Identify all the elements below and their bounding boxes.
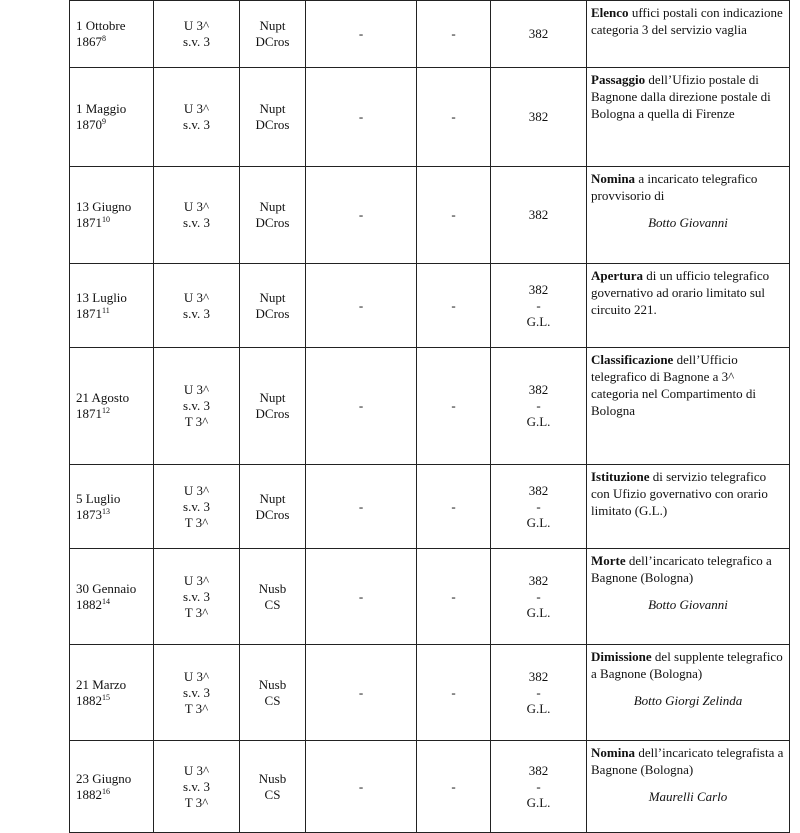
- class-cell: [154, 645, 240, 741]
- empty-value-cell: -: [417, 741, 491, 833]
- table-row: [70, 68, 790, 167]
- date-year: 1870: [76, 117, 102, 132]
- description-keyword: Morte: [591, 553, 626, 568]
- description-cell: [587, 645, 790, 741]
- type-line: DCros: [255, 305, 290, 321]
- date-day-month: 1 Maggio: [76, 101, 127, 116]
- description-keyword: Elenco: [591, 5, 629, 20]
- code-line: G.L.: [526, 700, 551, 716]
- footnote-marker: 16: [102, 786, 110, 796]
- date-day-month: 13 Luglio: [76, 289, 127, 305]
- code-line: -: [536, 398, 541, 413]
- description-cell: [587, 1, 790, 68]
- type-line: Nusb: [258, 580, 287, 596]
- description-text: di servizio telegrafico con Ufizio governativo con orario limitato (G.L.): [591, 469, 768, 518]
- date-year-line: [76, 406, 153, 422]
- description-cell: [587, 741, 790, 833]
- table-row: [70, 1, 790, 68]
- table-row: [70, 264, 790, 348]
- empty-value-cell: -: [306, 68, 417, 167]
- type-cell: [240, 549, 306, 645]
- description-keyword: Classificazione: [591, 352, 674, 367]
- type-line: Nupt: [259, 289, 286, 305]
- code-line: -: [536, 778, 541, 794]
- class-line: s.v. 3: [183, 215, 210, 230]
- code-cell: [491, 167, 587, 264]
- date-year-line: [76, 787, 153, 803]
- class-line: U 3^: [183, 18, 210, 33]
- date-day-month: 5 Luglio: [76, 490, 121, 506]
- class-line: s.v. 3: [183, 305, 210, 321]
- code-line: -: [536, 684, 541, 700]
- code-line: G.L.: [526, 794, 551, 810]
- class-cell: [154, 167, 240, 264]
- description-keyword: Dimissione: [591, 649, 652, 664]
- type-line: CS: [264, 596, 281, 612]
- table-row: [70, 465, 790, 549]
- class-line: s.v. 3: [183, 684, 210, 700]
- class-line: T 3^: [184, 700, 209, 716]
- chronology-table: [69, 0, 790, 833]
- code-line: 382: [528, 668, 549, 684]
- empty-value-cell: -: [306, 264, 417, 348]
- footnote-marker: 15: [102, 692, 110, 702]
- class-line: U 3^: [183, 762, 210, 778]
- type-line: Nupt: [259, 18, 286, 33]
- empty-value-cell: -: [417, 465, 491, 549]
- code-cell: [491, 348, 587, 465]
- footnote-marker: 9: [102, 117, 106, 126]
- empty-value-cell: -: [417, 264, 491, 348]
- empty-value-cell: -: [417, 1, 491, 68]
- person-name: Botto Giovanni: [648, 597, 728, 612]
- class-cell: [154, 264, 240, 348]
- class-line: s.v. 3: [183, 588, 210, 604]
- type-cell: [240, 645, 306, 741]
- class-line: T 3^: [184, 514, 209, 530]
- description-text: dell’incaricato telegrafista a Bagnone (Bologna): [591, 745, 784, 777]
- class-line: U 3^: [183, 382, 210, 397]
- person-name: Maurelli Carlo: [648, 789, 728, 804]
- type-cell: [240, 167, 306, 264]
- code-line: -: [536, 498, 541, 514]
- empty-value-cell: -: [417, 167, 491, 264]
- code-line: 382: [528, 482, 549, 498]
- type-line: DCros: [255, 406, 290, 421]
- footnote-marker: 12: [102, 406, 110, 415]
- date-cell: [70, 741, 154, 833]
- description-keyword: Nomina: [591, 745, 636, 760]
- type-cell: [240, 741, 306, 833]
- date-year-line: [76, 215, 153, 231]
- date-year: 1871: [76, 406, 102, 421]
- empty-value-cell: -: [417, 348, 491, 465]
- description-text: di un ufficio telegrafico governativo ad orario limitato sul circuito 221.: [591, 268, 770, 317]
- date-year-line: [76, 693, 153, 709]
- description-text: dell’incaricato telegrafico a Bagnone (Bologna): [591, 553, 772, 585]
- empty-value-cell: -: [306, 645, 417, 741]
- empty-value-cell: -: [306, 167, 417, 264]
- description-keyword: Apertura: [591, 268, 643, 283]
- type-cell: [240, 348, 306, 465]
- description-cell: [587, 167, 790, 264]
- empty-value-cell: -: [306, 348, 417, 465]
- type-cell: [240, 264, 306, 348]
- footnote-marker: 14: [102, 596, 110, 606]
- class-line: s.v. 3: [183, 117, 210, 132]
- class-cell: [154, 549, 240, 645]
- person-name: Botto Giovanni: [648, 215, 728, 230]
- table-row: [70, 741, 790, 833]
- description-keyword: Nomina: [591, 171, 636, 186]
- person-name: Botto Giorgi Zelinda: [633, 693, 743, 708]
- date-year-line: [76, 597, 153, 613]
- code-cell: [491, 68, 587, 167]
- type-line: DCros: [255, 34, 290, 49]
- table-row: [70, 549, 790, 645]
- description-cell: [587, 465, 790, 549]
- code-line: -: [536, 588, 541, 604]
- empty-value-cell: -: [417, 645, 491, 741]
- date-year: 1871: [76, 305, 102, 321]
- type-line: Nusb: [258, 770, 287, 786]
- type-cell: [240, 465, 306, 549]
- date-day-month: 1 Ottobre: [76, 18, 126, 33]
- type-line: Nusb: [258, 676, 287, 692]
- class-line: U 3^: [183, 289, 210, 305]
- code-cell: [491, 549, 587, 645]
- class-line: U 3^: [183, 572, 210, 588]
- code-line: 382: [528, 762, 549, 778]
- code-line: G.L.: [526, 604, 551, 620]
- code-line: -: [536, 297, 541, 313]
- class-cell: [154, 465, 240, 549]
- date-day-month: 21 Marzo: [76, 676, 127, 692]
- table-row: [70, 348, 790, 465]
- date-cell: [70, 167, 154, 264]
- type-line: Nupt: [259, 390, 286, 405]
- class-line: U 3^: [183, 101, 210, 116]
- footnote-marker: 11: [102, 305, 110, 315]
- type-line: CS: [264, 786, 281, 802]
- class-line: T 3^: [184, 414, 209, 429]
- type-cell: [240, 68, 306, 167]
- empty-value-cell: -: [417, 549, 491, 645]
- code-line: 382: [528, 26, 549, 41]
- footnote-marker: 13: [102, 506, 110, 516]
- date-day-month: 30 Gennaio: [76, 580, 137, 596]
- empty-value-cell: -: [417, 68, 491, 167]
- date-year: 1873: [76, 506, 102, 522]
- date-year-line: [76, 34, 153, 50]
- type-line: DCros: [255, 506, 290, 522]
- footnote-marker: 10: [102, 215, 110, 224]
- empty-value-cell: -: [306, 1, 417, 68]
- class-cell: [154, 1, 240, 68]
- class-line: U 3^: [183, 199, 210, 214]
- date-year-line: [76, 117, 153, 133]
- date-day-month: 13 Giugno: [76, 199, 132, 214]
- code-line: 382: [528, 109, 549, 124]
- type-line: Nupt: [259, 199, 286, 214]
- description-text: dell’Ufficio telegrafico di Bagnone a 3^ categoria nel Compartimento di Bologna: [591, 352, 756, 418]
- date-year-line: [76, 507, 153, 523]
- table-row: [70, 645, 790, 741]
- code-cell: [491, 264, 587, 348]
- code-line: G.L.: [526, 514, 551, 530]
- description-text: dell’Ufizio postale di Bagnone dalla direzione postale di Bologna a quella di Firenze: [591, 72, 771, 121]
- type-cell: [240, 1, 306, 68]
- date-year: 1882: [76, 596, 102, 612]
- code-line: 382: [528, 572, 549, 588]
- description-text: del supplente telegrafico a Bagnone (Bologna): [591, 649, 783, 681]
- date-day-month: 23 Giugno: [76, 770, 132, 786]
- code-cell: [491, 1, 587, 68]
- date-cell: [70, 68, 154, 167]
- description-text: a incaricato telegrafico provvisorio di: [591, 171, 758, 203]
- date-cell: [70, 549, 154, 645]
- description-cell: [587, 68, 790, 167]
- date-year: 1867: [76, 34, 102, 49]
- class-line: U 3^: [183, 668, 210, 684]
- empty-value-cell: -: [306, 741, 417, 833]
- empty-value-cell: -: [306, 465, 417, 549]
- class-cell: [154, 741, 240, 833]
- code-line: 382: [528, 281, 549, 297]
- type-line: CS: [264, 692, 281, 708]
- date-cell: [70, 348, 154, 465]
- code-line: 382: [528, 207, 549, 222]
- description-text: uffici postali con indicazione categoria 3 del servizio vaglia: [591, 5, 783, 37]
- class-line: s.v. 3: [183, 498, 210, 514]
- code-line: 382: [528, 382, 549, 397]
- table-body: [70, 1, 790, 833]
- class-cell: [154, 348, 240, 465]
- code-line: G.L.: [526, 313, 551, 329]
- date-cell: [70, 465, 154, 549]
- date-year: 1871: [76, 215, 102, 230]
- class-line: s.v. 3: [183, 34, 210, 49]
- date-year: 1882: [76, 786, 102, 802]
- description-keyword: Istituzione: [591, 469, 650, 484]
- type-line: Nupt: [259, 101, 286, 116]
- date-cell: [70, 264, 154, 348]
- description-keyword: Passaggio: [591, 72, 646, 87]
- code-cell: [491, 741, 587, 833]
- class-line: s.v. 3: [183, 778, 210, 794]
- class-line: U 3^: [183, 482, 210, 498]
- description-cell: [587, 348, 790, 465]
- description-cell: [587, 264, 790, 348]
- code-cell: [491, 465, 587, 549]
- date-cell: [70, 645, 154, 741]
- empty-value-cell: -: [306, 549, 417, 645]
- class-line: s.v. 3: [183, 398, 210, 413]
- table-row: [70, 167, 790, 264]
- date-cell: [70, 1, 154, 68]
- type-line: DCros: [255, 117, 290, 132]
- date-year: 1882: [76, 692, 102, 708]
- type-line: Nupt: [259, 490, 286, 506]
- code-line: G.L.: [526, 414, 551, 429]
- footnote-marker: 8: [102, 34, 106, 43]
- date-day-month: 21 Agosto: [76, 390, 130, 405]
- class-line: T 3^: [184, 604, 209, 620]
- class-line: T 3^: [184, 794, 209, 810]
- type-line: DCros: [255, 215, 290, 230]
- code-cell: [491, 645, 587, 741]
- description-cell: [587, 549, 790, 645]
- date-year-line: [76, 306, 153, 322]
- class-cell: [154, 68, 240, 167]
